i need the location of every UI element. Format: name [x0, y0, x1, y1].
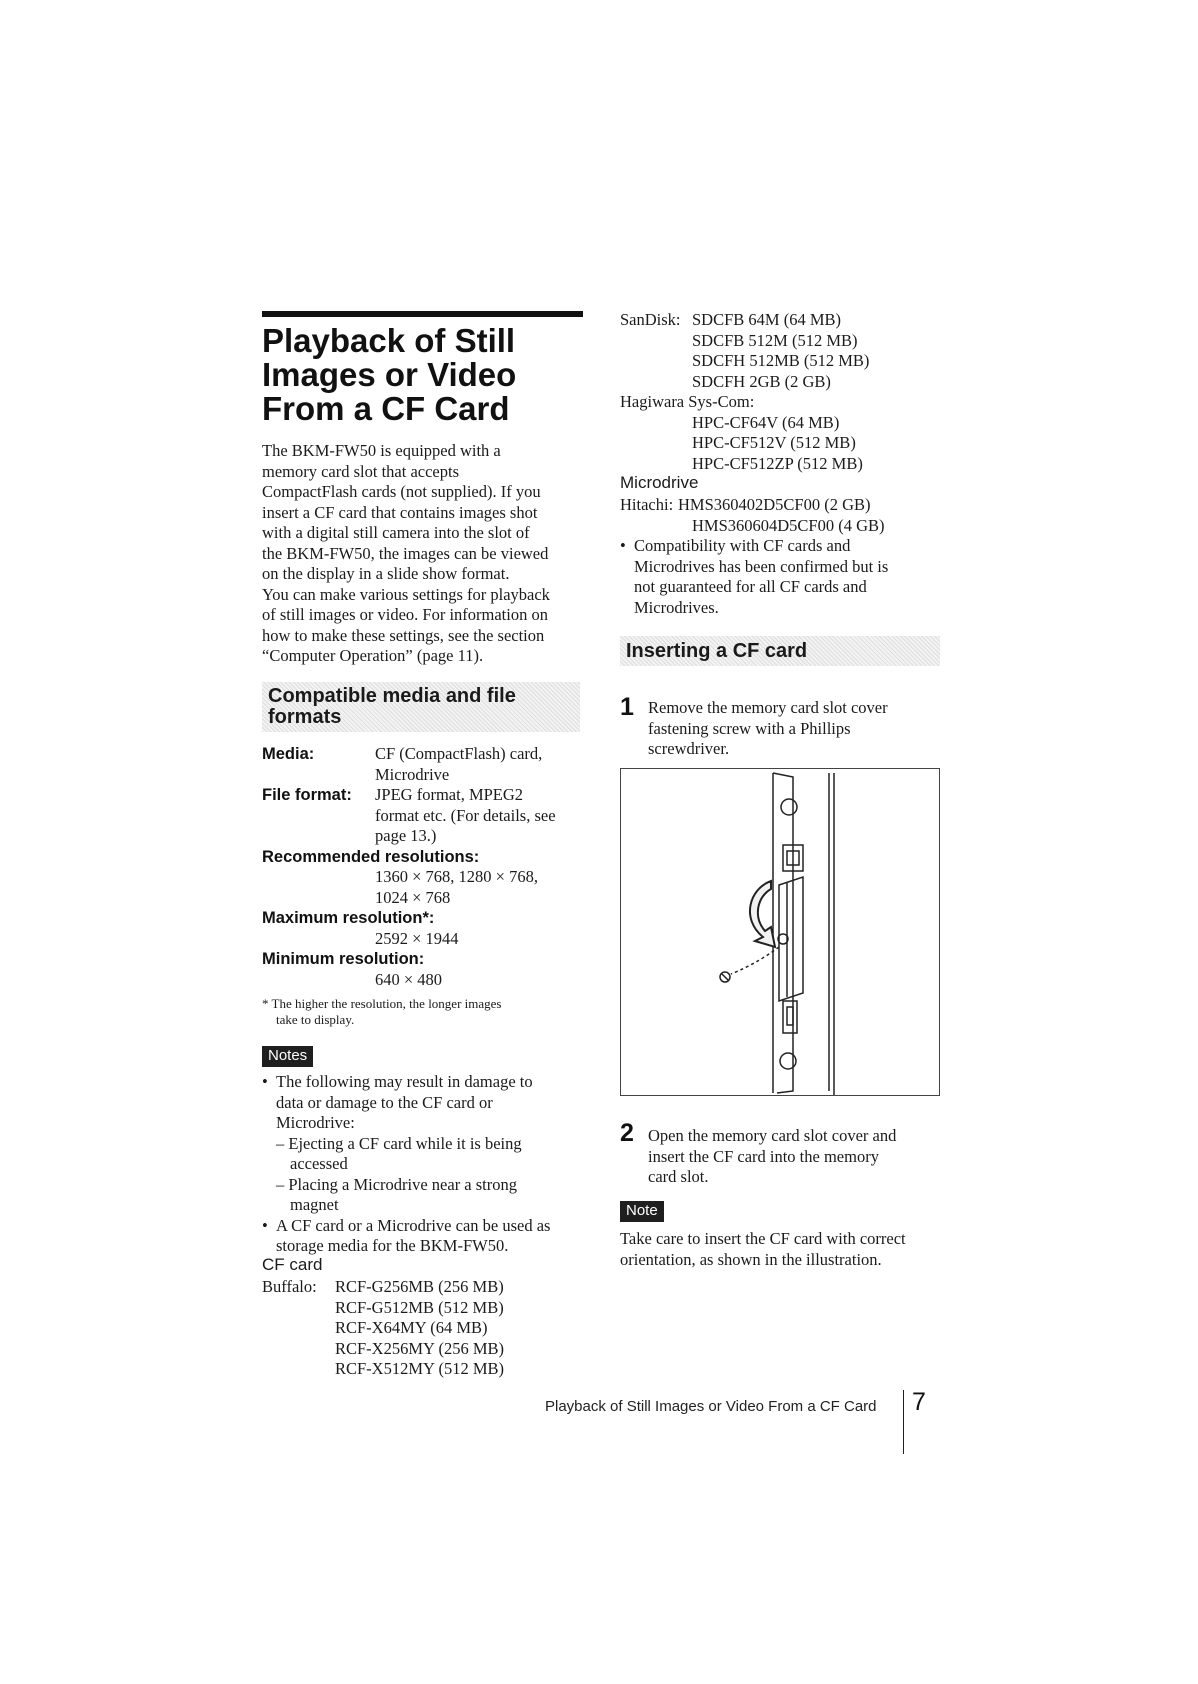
insert-heading: Inserting a CF card: [626, 640, 808, 662]
rotate-arrow-icon: [750, 881, 775, 947]
recommended-label: Recommended resolutions:: [262, 847, 480, 866]
footer-text: Playback of Still Images or Video From a CF Card: [545, 1398, 877, 1415]
max-label: Maximum resolution*:: [262, 909, 435, 927]
cf-card-heading: CF card: [262, 1255, 323, 1274]
note-text: Take care to insert the CF card with correct orientation, as shown in the illustration.: [620, 1229, 906, 1269]
media-label: Media:: [262, 745, 315, 763]
title-rule: [262, 311, 583, 317]
compat-heading: Compatible media and file formats: [268, 685, 516, 728]
min-label: Minimum resolution:: [262, 950, 425, 968]
format-label: File format:: [262, 786, 352, 804]
page-number: 7: [912, 1388, 926, 1416]
note-badge: Note: [620, 1201, 664, 1222]
footer-rule: [903, 1390, 904, 1454]
compat-spec-list: Media: CF (CompactFlash) card, Microdrive File format: JPEG format, MPEG2 format etc. (For details, see page 13.) Recommended resolutions: 1360 × 768, 1280 × 768, 1024 × 768 Maximum resolution*: 2592 × 1944 Minimum resolution: 640 × 480: [262, 744, 556, 989]
compat-note: • Compatibility with CF cards and Microdrives has been confirmed but is not guaranteed for all CF cards and Microdrives.: [620, 536, 889, 617]
hagiwara-list: Hagiwara Sys-Com: HPC-CF64V (64 MB) HPC-CF512V (512 MB) HPC-CF512ZP (512 MB): [620, 392, 863, 473]
step-1-number: 1: [620, 693, 634, 721]
step-2-text: Open the memory card slot cover and insert the CF card into the memory card slot.: [648, 1126, 897, 1186]
step-1-text: Remove the memory card slot cover fastening screw with a Phillips screwdriver.: [648, 698, 888, 758]
hitachi-list: Hitachi: HMS360402D5CF00 (2 GB) HMS360604D5CF00 (4 GB): [620, 495, 885, 535]
buffalo-list: Buffalo: RCF-G256MB (256 MB) RCF-G512MB (512 MB) RCF-X64MY (64 MB) RCF-X256MY (256 MB) RCF-X512MY (512 MB): [262, 1277, 504, 1378]
cf-slot-illustration: [621, 769, 939, 1095]
footnote: * The higher the resolution, the longer images take to display.: [262, 996, 502, 1027]
page-title: Playback of Still Images or Video From a CF Card: [262, 322, 517, 427]
notes-badge: Notes: [262, 1046, 313, 1067]
illustration-frame: [620, 768, 940, 1096]
sandisk-list: SanDisk: SDCFB 64M (64 MB) SDCFB 512M (512 MB) SDCFH 512MB (512 MB) SDCFH 2GB (2 GB): [620, 310, 870, 391]
step-2-number: 2: [620, 1119, 634, 1147]
notes-list: • The following may result in damage to data or damage to the CF card or Microdrive: – Ejecting a CF card while it is being accessed – Placing a Microdrive near a strong magnet • A CF card or a Microdrive can be used as storage media for the BKM-FW50.: [262, 1072, 551, 1255]
microdrive-heading: Microdrive: [620, 473, 699, 492]
